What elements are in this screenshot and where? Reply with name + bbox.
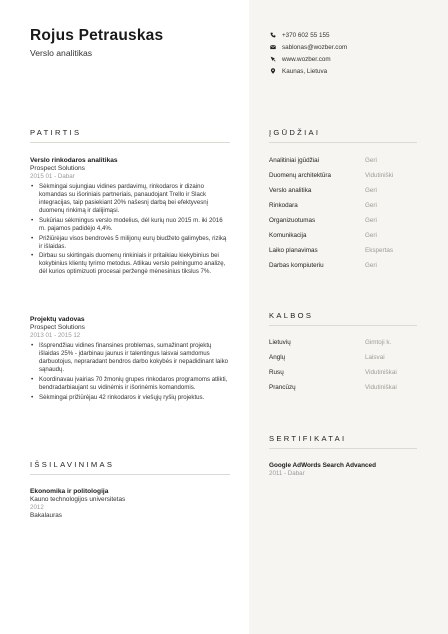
skill-name: Verslo analitika — [269, 187, 312, 194]
edu-school: Kauno technologijos universitetas — [30, 496, 126, 503]
edu-degree: Ekonomika ir politologija — [30, 488, 109, 495]
experience-heading: PATIRTIS — [30, 128, 82, 137]
skill-level: Geri — [365, 157, 377, 164]
languages-divider — [269, 325, 417, 326]
language-level: Vidutiniškai — [365, 369, 397, 376]
skill-row — [269, 247, 419, 254]
language-level: Vidutiniškai — [365, 384, 397, 391]
contact-email-text: sablonas@wozber.com — [282, 43, 348, 51]
candidate-title: Verslo analitikas — [30, 48, 93, 58]
language-row — [269, 339, 419, 346]
certificates-divider — [269, 448, 417, 449]
skill-row — [269, 157, 419, 164]
contact-location-text: Kaunas, Lietuva — [282, 67, 328, 75]
skill-level: Geri — [365, 217, 377, 224]
certificate-name: Google AdWords Search Advanced — [269, 462, 377, 469]
contact-info — [269, 29, 439, 77]
job-bullet: • Dirbau su skirtingais duomenų rinkiniais ir pritaikiau kiekybinius bei kokybinius klientų tyrimo metodus. Atlikau verslo pelningumo analizę, dėl kurios optimizuoti procesai peržengė mėnesinius tikslus 7%. — [30, 252, 230, 276]
job-bullets — [30, 342, 230, 402]
job-company: Prospect Solutions — [30, 165, 85, 172]
language-level: Gimtoji k. — [365, 339, 392, 346]
skill-name: Duomenų architektūra — [269, 172, 331, 179]
skill-row — [269, 202, 419, 209]
contact-location — [269, 65, 439, 77]
language-name: Rusų — [269, 369, 284, 376]
skill-row — [269, 262, 419, 269]
job-company: Prospect Solutions — [30, 324, 85, 331]
experience-item — [30, 316, 230, 403]
skill-row — [269, 187, 419, 194]
skill-name: Organizuotumas — [269, 217, 316, 224]
experience-item — [30, 157, 230, 278]
contact-email[interactable] — [269, 41, 439, 53]
language-row — [269, 384, 419, 391]
job-title: Projektų vadovas — [30, 316, 85, 323]
job-dates: 2015 01 - Dabar — [30, 173, 75, 180]
language-row — [269, 369, 419, 376]
language-row — [269, 354, 419, 361]
contact-website-text: www.wozber.com — [282, 55, 331, 63]
job-bullet: • Sukūriau sėkmingus verslo modelius, dėl kurių nuo 2015 m. iki 2016 m. pajamos padidėjo 4,4%. — [30, 217, 230, 233]
job-bullet: • Sėkmingai sujungiau vidines pardavimų, rinkodaros ir dizaino komandas su išoriniais partneriais, panaudojant Trello ir Slack integracijas, taip pasiekiant 20% našesnį darbą bei efektyvesnį duomenų rinkimą ir dalijimąsi. — [30, 183, 230, 215]
edu-year: 2012 — [30, 504, 44, 511]
candidate-name: Rojus Petrauskas — [30, 27, 164, 44]
education-divider — [30, 474, 230, 475]
contact-phone-text: +370 602 55 155 — [282, 31, 330, 39]
skill-name: Komunikacija — [269, 232, 307, 239]
skill-level: Ekspertas — [365, 247, 393, 254]
skill-row — [269, 217, 419, 224]
certificate-date: 2011 - Dabar — [269, 470, 305, 477]
job-bullets — [30, 183, 230, 277]
language-name: Lietuvių — [269, 339, 291, 346]
skill-name: Darbas kompiuteriu — [269, 262, 324, 269]
certificates-heading: SERTIFIKATAI — [269, 434, 347, 443]
edu-level: Bakalauras — [30, 512, 62, 519]
contact-phone — [269, 29, 439, 41]
link-icon — [269, 55, 277, 63]
skill-level: Vidutiniški — [365, 172, 394, 179]
language-level: Laisvai — [365, 354, 385, 361]
certificate-item — [269, 462, 429, 477]
experience-divider — [30, 142, 230, 143]
skills-heading: ĮGŪDŽIAI — [269, 128, 321, 137]
job-bullet: • Sėkmingai prižiūrėjau 42 rinkodaros ir viešųjų ryšių projektus. — [30, 394, 230, 402]
job-bullet: • Prižiūrėjau visos bendrovės 5 milijonų eurų biudžeto galimybes, riziką ir išlaidas. — [30, 235, 230, 251]
language-name: Prancūzų — [269, 384, 296, 391]
education-item — [30, 488, 230, 519]
skill-level: Geri — [365, 187, 377, 194]
skill-level: Geri — [365, 232, 377, 239]
contact-website[interactable] — [269, 53, 439, 65]
skill-row — [269, 232, 419, 239]
education-heading: IŠSILAVINIMAS — [30, 460, 115, 469]
skill-level: Geri — [365, 262, 377, 269]
languages-heading: KALBOS — [269, 311, 314, 320]
skill-name: Rinkodara — [269, 202, 298, 209]
skill-name: Laiko planavimas — [269, 247, 318, 254]
email-icon — [269, 43, 277, 51]
skill-row — [269, 172, 419, 179]
skill-name: Analitiniai įgūdžiai — [269, 157, 320, 164]
location-icon — [269, 67, 277, 75]
skill-level: Geri — [365, 202, 377, 209]
job-bullet: • Koordinavau įvairias 70 žmonių grupes rinkodaros programoms atlikti, bendradarbiaujant su vidinėmis ir išorinėmis komandomis. — [30, 376, 230, 392]
job-dates: 2013 01 - 2015 12 — [30, 332, 81, 339]
phone-icon — [269, 31, 277, 39]
job-bullet: • Išsprendžiau vidines finansines problemas, sumažinant projektų išlaidas 25% - įdarbinau jaunus ir talentingus laisvai samdomus darbuotojus, nepraradant bendros darbo kokybės ir nepadidinant laiko sąnaudų. — [30, 342, 230, 374]
skills-divider — [269, 142, 417, 143]
job-title: Verslo rinkodaros analitikas — [30, 157, 118, 164]
language-name: Anglų — [269, 354, 286, 361]
